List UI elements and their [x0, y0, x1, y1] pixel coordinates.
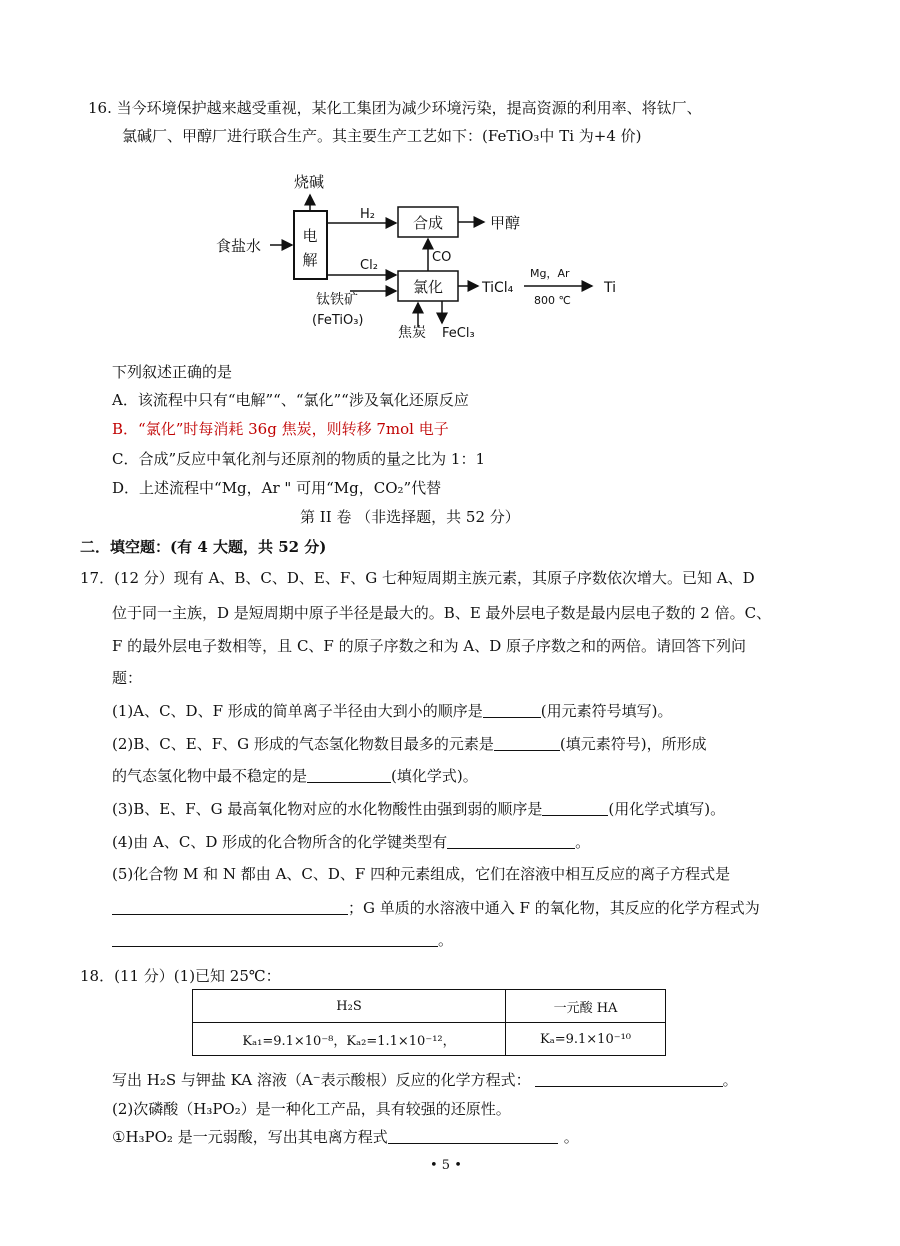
electrolysis-char1: 电 [302, 227, 318, 245]
q18-line3: (2)次磷酸（H₃PO₂）是一种化工产品，具有较强的还原性。 [112, 1100, 511, 1118]
q17-part5-end [112, 930, 453, 950]
ticl4-label: TiCl₄ [482, 280, 514, 296]
mg-ar-label: Mg，Ar [530, 267, 570, 280]
q17-part3-blank[interactable] [542, 799, 608, 816]
q18-line4 [112, 1127, 579, 1147]
q17-part2-note: (填元素符号)，所形成 [559, 735, 707, 753]
process-flow-diagram [200, 165, 640, 345]
q16-option-c: C．合成”反应中氧化剂与还原剂的物质的量之比为 1：1 [112, 450, 486, 468]
q18-line4-end: 。 [563, 1128, 579, 1146]
header-ha: 一元酸 HA [506, 990, 666, 1023]
q16-line2: 氯碱厂、甲醇厂进行联合生产。其主要生产工艺如下：(FeTiO₃中 Ti 为+4 价) [122, 127, 642, 145]
q16-option-a: A．该流程中只有“电解”“、“氯化”“涉及氧化还原反应 [112, 391, 469, 409]
q17-part2-cont [112, 766, 478, 786]
q17-line3: F 的最外层电子数相等，且 C、F 的原子序数之和为 A、D 原子序数之和的两倍。请回答下列问 [112, 637, 746, 655]
q17-part4 [112, 832, 590, 852]
q16-option-b: B．“氯化”时每消耗 36g 焦炭，则转移 7mol 电子 [112, 420, 449, 438]
page-number: • 5 • [430, 1158, 462, 1173]
chlorination-label: 氯化 [412, 278, 444, 296]
q17-part2-text: (2)B、C、E、F、G 形成的气态氢化物数目最多的元素是 [112, 735, 494, 753]
q17-part1-text: (1)A、C、D、F 形成的简单离子半径由大到小的顺序是 [112, 702, 483, 720]
q17-part5: (5)化合物 M 和 N 都由 A、C、D、F 四种元素组成，它们在溶液中相互反应的离子方程式是 [112, 865, 731, 883]
q17-line1: 17．(12 分）现有 A、B、C、D、E、F、G 七种短周期主族元素，其原子序数依次增大。已知 A、D [80, 569, 755, 587]
h2-label: H₂ [360, 207, 375, 222]
q18-line2-blank[interactable] [535, 1070, 723, 1087]
methanol-label: 甲醇 [490, 214, 521, 232]
caustic-soda-label: 烧碱 [294, 173, 325, 191]
q17-line2: 位于同一主族，D 是短周期中原子半径是最大的。B、E 最外层电子数是最内层电子数的 2 倍。C、 [112, 604, 772, 622]
q18-line2-text: 写出 H₂S 与钾盐 KA 溶液（A⁻表示酸根）反应的化学方程式： [112, 1071, 531, 1089]
q17-part4-text: (4)由 A、C、D 形成的化合物所含的化学键类型有 [112, 833, 448, 851]
q18-line4-text: ①H₃PO₂ 是一元弱酸，写出其电离方程式 [112, 1128, 388, 1146]
table-row [193, 1023, 666, 1056]
coke-label: 焦炭 [398, 325, 426, 341]
q18-line2-end: 。 [722, 1071, 738, 1089]
q16-line1: 16. 当今环境保护越来越受重视，某化工集团为减少环境污染，提高资源的利用率、将钛厂、 [88, 99, 702, 117]
q17-part2-note2: (填化学式)。 [391, 767, 478, 785]
header-h2s: H₂S [193, 990, 506, 1023]
q17-part4-blank[interactable] [447, 832, 575, 849]
brine-label: 食盐水 [216, 237, 262, 255]
q17-line4: 题： [112, 669, 143, 687]
q18-line2 [112, 1070, 738, 1090]
ilmenite-label: 钛铁矿 [316, 292, 358, 308]
cell-h2s-ka: Kₐ₁=9.1×10⁻⁸，Kₐ₂=1.1×10⁻¹²， [193, 1023, 506, 1056]
section-heading: 二．填空题：(有 4 大题，共 52 分) [80, 538, 327, 556]
q17-part5-blank2[interactable] [112, 930, 438, 947]
cl2-label: Cl₂ [360, 258, 378, 273]
acid-constant-table [192, 989, 666, 1056]
q16-stem: 下列叙述正确的是 [112, 363, 233, 381]
q16-option-d: D．上述流程中“Mg，Ar " 可用“Mg，CO₂”代替 [112, 479, 442, 497]
q17-part5-period: 。 [438, 931, 454, 949]
q17-part3 [112, 799, 725, 819]
q18-line1: 18．(11 分）(1)已知 25℃： [80, 967, 281, 985]
q17-part3-note: (用化学式填写)。 [608, 800, 726, 818]
q18-line4-blank[interactable] [388, 1127, 558, 1144]
q17-part2-blank2[interactable] [307, 766, 391, 783]
ilmenite-formula: (FeTiO₃) [312, 313, 364, 328]
q17-part3-text: (3)B、E、F、G 最高氧化物对应的水化物酸性由强到弱的顺序是 [112, 800, 543, 818]
table-header-row [193, 990, 666, 1023]
fecl3-label: FeCl₃ [442, 326, 475, 341]
q17-part2 [112, 734, 707, 754]
q17-part5-text2: ；G 单质的水溶液中通入 F 的氧化物，其反应的化学方程式为 [348, 899, 760, 917]
electrolysis-char2: 解 [302, 251, 318, 269]
q17-part2-text2: 的气态氢化物中最不稳定的是 [112, 767, 308, 785]
q17-part1-note: (用元素符号填写)。 [540, 702, 673, 720]
q17-part2-blank1[interactable] [494, 734, 560, 751]
cell-ha-ka: Kₐ=9.1×10⁻¹⁰ [506, 1023, 666, 1056]
q17-part5-blank1[interactable] [112, 898, 348, 915]
q17-part1 [112, 701, 672, 721]
synthesis-label: 合成 [412, 214, 444, 232]
ti-label: Ti [604, 280, 617, 296]
volume-heading: 第 II 卷 （非选择题，共 52 分） [300, 508, 520, 526]
q17-part1-blank[interactable] [483, 701, 541, 718]
q17-part4-end: 。 [575, 833, 591, 851]
co-label: CO [432, 250, 452, 265]
q17-part5-cont [112, 898, 760, 918]
temperature-label: 800 ℃ [534, 294, 571, 307]
